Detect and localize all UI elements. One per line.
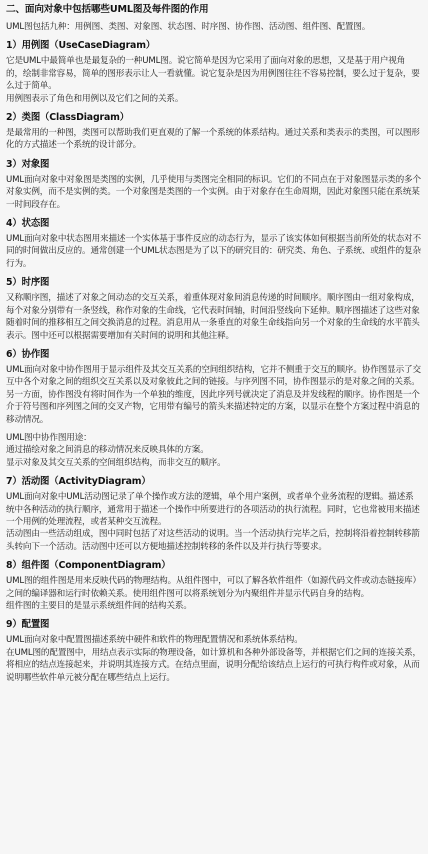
section-paragraph: UML图的组件图是用来反映代码的物理结构。从组件图中，可以了解各软件组件（如源代码文件或动态链接库）之间的编译器和运行时依赖关系。使用组件图可以将系统划分为内聚组件并显示代码自身的结构。	[6, 576, 421, 599]
section-paragraph: 它是UML中最简单也是最复杂的一种UML图。说它简单是因为它采用了面向对象的思想，又是基于用户视角的，绘制非常容易，简单的图形表示让人一看就懂。说它复杂是因为用例图往往不容易控制，要么过于复杂，要么过于简单。	[6, 56, 420, 92]
section-paragraph: 在UML图的配置图中，用结点表示实际的物理设备，如计算机和各种外部设备等，并根据它们之间的连接关系，将相应的结点连接起来，并说明其连接方式。在结点里面，说明分配给该结点上运行的可执行构件或对象，从而说明哪些软件单元被分配在哪些结点上运行。	[6, 647, 421, 683]
section-paragraph: 活动图由一些活动组成，图中同时包括了对这些活动的说明。当一个活动执行完毕之后，控制将沿着控制转移箭头转向下一个活动。活动图中还可以方便地描述控制转移的条件以及并行执行等要求。	[6, 529, 420, 552]
section-component-diagram	[6, 559, 422, 612]
section-heading: 6）协作图	[6, 348, 50, 360]
section-paragraph: UML图中协作图用途：	[6, 432, 92, 443]
section-heading: 5）时序图	[6, 277, 50, 289]
section-heading: 1）用例图（UseCaseDiagram）	[6, 40, 156, 52]
section-paragraph: UML面向对象中状态图用来描述一个实体基于事件反应的动态行为，显示了该实体如何根据当前所处的状态对不同的时间做出反应的。通常创建一个UML状态图是为了以下的研究目的：研究类、角色、子系统、或组件的复杂行为。	[6, 234, 421, 269]
page-title: 二、面向对象中包括哪些UML图及每件图的作用	[6, 4, 209, 15]
section-collaboration-diagram	[6, 348, 422, 469]
section-paragraph: UML面向对象中对象图是类图的实例，几乎使用与类图完全相同的标识。它们的不同点在于对象图显示类的多个对象实例，而不是实例的类。一个对象图是类图的一个实例。由于对象存在生命周期，因此对象图只能在系统某一时间段存在。	[6, 174, 421, 210]
intro-paragraph: UML图包括九种：用例图、类图、对象图、状态图、时序图、协作图、活动图、组件图、配置图。	[6, 22, 371, 32]
section-sequence-diagram	[6, 276, 422, 342]
section-paragraph: UML面向对象中配置图描述系统中硬件和软件的物理配置情况和系统体系结构。	[6, 635, 303, 646]
section-paragraph: 是最常用的一种图，类图可以帮助我们更直观的了解一个系统的体系结构。通过关系和类表示的类图，可以图形化的方式描述一个系统的设计部分。	[6, 128, 420, 151]
section-class-diagram	[6, 111, 422, 152]
section-heading: 2）类图（ClassDiagram）	[6, 112, 130, 124]
section-paragraph: 通过描绘对象之间消息的移动情况来反映具体的方案。	[6, 445, 209, 456]
section-paragraph: 组件图的主要目的是显示系统组件间的结构关系。	[6, 601, 192, 611]
section-heading: 3）对象图	[6, 158, 50, 170]
section-heading: 9）配置图	[6, 619, 50, 631]
section-heading: 7）活动图（ActivityDiagram）	[6, 476, 151, 488]
section-heading: 8）组件图（ComponentDiagram）	[6, 560, 171, 572]
section-paragraph: 又称顺序图，描述了对象之间动态的交互关系，着重体现对象间消息传递的时间顺序。顺序图由一组对象构成，每个对象分别带有一条竖线，称作对象的生命线，它代表时间轴，时间沿竖线向下延伸。顺序图描述了这些对象随着时间的推移相互之间交换消息的过程。消息用从一条垂直的对象生命线指向另一个对象的生命线的水平箭头表示。图中还可以根据需要增加有关时间的说明和其他注释。	[6, 293, 420, 341]
section-use-case-diagram	[6, 39, 422, 105]
section-heading: 4）状态图	[6, 218, 50, 230]
section-paragraph: UML面向对象中协作图用于显示组件及其交互关系的空间组织结构，它并不侧重于交互的顺序。协作图显示了交互中各个对象之间的组织交互关系以及对象彼此之间的链接。与序列图不同，协作图显示的是对象之间的关系。另一方面，协作图没有将时间作为一个单独的维度，因此序列号就决定了消息及并发线程的顺序。协作图是一个介于符号图和序列图之间的交叉产物，它用带有编号的箭头来描述特定的方案，以显示在整个方案过程中消息的移动情况。	[6, 364, 421, 425]
section-paragraph: 显示对象及其交互关系的空间组织结构，而非交互的顺序。	[6, 457, 226, 468]
section-state-diagram	[6, 217, 422, 270]
section-paragraph: UML面向对象中UML活动图记录了单个操作或方法的逻辑，单个用户案例，或者单个业务流程的逻辑。描述系统中各种活动的执行顺序，通常用于描述一个操作中所要进行的各项活动的执行流程。同时，它也常被用来描述一个用例的处理流程，或者某种交互流程。	[6, 492, 420, 527]
section-object-diagram	[6, 158, 422, 211]
section-deployment-diagram	[6, 618, 422, 684]
section-paragraph: 用例图表示了角色和用例以及它们之间的关系。	[6, 93, 184, 104]
section-activity-diagram	[6, 475, 422, 553]
